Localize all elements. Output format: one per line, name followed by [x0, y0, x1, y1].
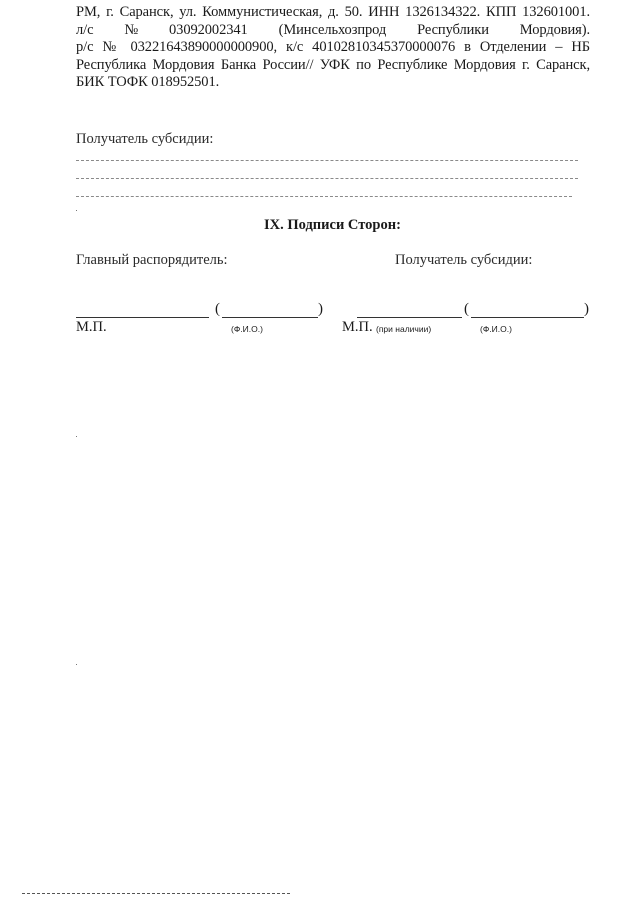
scan-speck	[76, 664, 77, 665]
right-party-label: Получатель субсидии:	[395, 252, 533, 268]
left-fio-close-paren: )	[318, 301, 323, 317]
bank-details-line-1: РМ, г. Саранск, ул. Коммунистическая, д. 50. ИНН 1326134322. КПП 132601001.	[76, 4, 590, 20]
left-party-label: Главный распорядитель:	[76, 252, 228, 268]
bank-details	[76, 4, 590, 92]
account-label: л/с	[76, 21, 94, 38]
left-fio-caption: (Ф.И.О.)	[231, 324, 263, 334]
scan-speck	[76, 210, 77, 211]
account-number: 03092002341	[169, 21, 248, 38]
signatures-heading: IX. Подписи Сторон:	[264, 217, 401, 233]
right-fio-line	[471, 317, 584, 318]
right-fio-close-paren: )	[584, 301, 589, 317]
left-signature-line	[76, 317, 209, 318]
number-sign: №	[124, 21, 139, 38]
right-fio-caption: (Ф.И.О.)	[480, 324, 512, 334]
recipient-label: Получатель субсидии:	[76, 131, 214, 147]
ministry-name: (Минсельхозпрод	[278, 21, 387, 38]
right-stamp-note: (при наличии)	[376, 324, 432, 334]
footnote-separator	[22, 893, 290, 894]
recipient-fill-line-1	[76, 160, 578, 161]
republic-word: Республики	[417, 21, 489, 38]
right-signature-line	[357, 317, 462, 318]
recipient-fill-line-3	[76, 196, 572, 197]
left-fio-line	[222, 317, 318, 318]
bank-details-line-2	[76, 22, 590, 40]
mordovia-word: Мордовия).	[519, 21, 590, 38]
bank-details-line-5: БИК ТОФК 018952501.	[76, 74, 220, 90]
right-stamp-label: М.П.	[342, 319, 373, 335]
bank-details-line-4: Республика Мордовия Банка России// УФК по Республике Мордовия г. Саранск,	[76, 56, 590, 73]
bank-details-line-3: р/с № 03221643890000000900, к/с 40102810345370000076 в Отделении – НБ	[76, 39, 590, 55]
scan-speck	[76, 436, 77, 437]
recipient-fill-line-2	[76, 178, 578, 179]
right-fio-open-paren: (	[464, 301, 469, 317]
left-stamp-label: М.П.	[76, 319, 107, 335]
left-fio-open-paren: (	[215, 301, 220, 317]
